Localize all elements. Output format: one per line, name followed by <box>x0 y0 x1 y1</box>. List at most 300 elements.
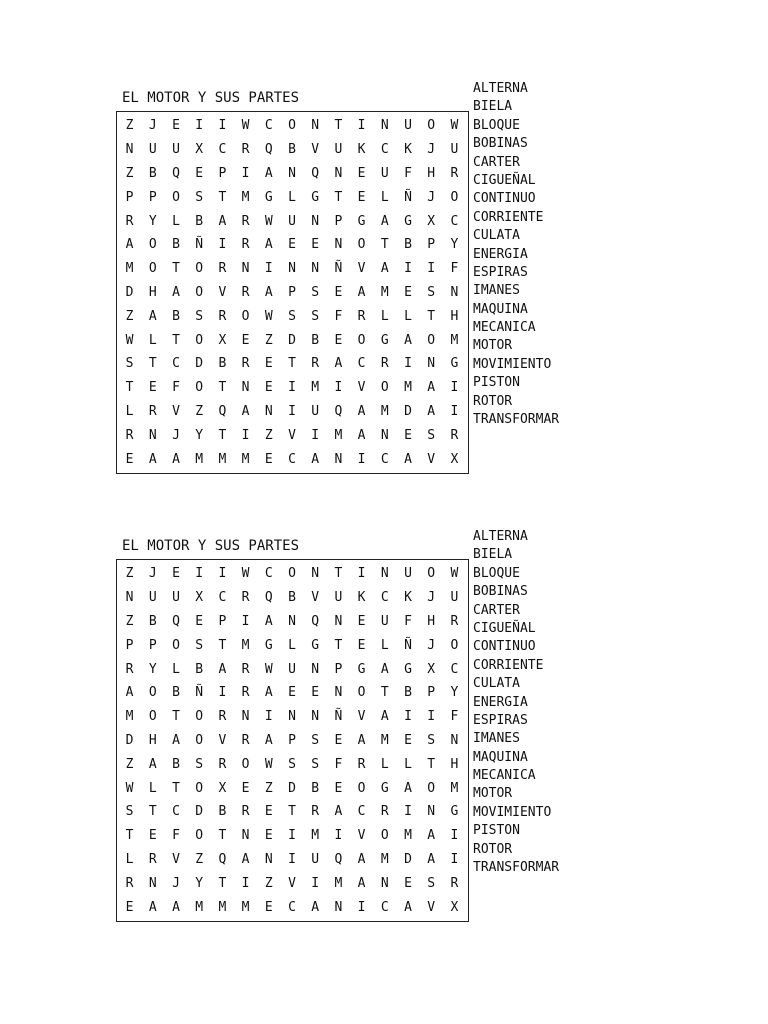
grid-cell: V <box>218 284 227 300</box>
grid-cell: L <box>404 756 412 772</box>
word-list-item: PISTON <box>473 823 520 839</box>
grid-cell: Q <box>334 851 343 867</box>
grid-cell: M <box>125 261 134 277</box>
grid-cell: A <box>404 451 412 467</box>
grid-cell: V <box>357 709 366 725</box>
grid-cell: G <box>264 189 273 205</box>
grid-cell: Z <box>125 613 134 629</box>
grid-cell: I <box>427 709 436 725</box>
word-list-item: CARTER <box>473 602 520 618</box>
grid-cell: I <box>288 380 296 396</box>
grid-cell: A <box>172 451 180 467</box>
grid-cell: N <box>288 709 296 725</box>
grid-cell: W <box>450 118 459 134</box>
grid-cell: I <box>218 566 227 582</box>
grid-cell: A <box>218 661 227 677</box>
grid-cell: M <box>311 828 320 844</box>
grid-cell: I <box>241 875 250 891</box>
grid-cell: L <box>172 213 180 229</box>
grid-cell: A <box>427 828 436 844</box>
grid-cell: A <box>357 875 366 891</box>
grid-cell: X <box>218 780 227 796</box>
grid-cell: E <box>334 284 343 300</box>
grid-cell: E <box>148 828 157 844</box>
grid-cell: W <box>125 332 134 348</box>
grid-cell: T <box>172 780 180 796</box>
grid-cell: G <box>357 661 366 677</box>
grid-cell: N <box>427 356 436 372</box>
word-list-item: MOTOR <box>473 338 513 354</box>
grid-cell: A <box>427 851 436 867</box>
grid-cell: U <box>288 661 296 677</box>
grid-cell: I <box>404 804 412 820</box>
grid-cell: Q <box>218 851 227 867</box>
grid-cell: H <box>427 613 436 629</box>
grid-cell: L <box>288 189 296 205</box>
grid-cell: N <box>334 451 343 467</box>
grid-cell: G <box>264 637 273 653</box>
grid-cell: M <box>334 427 343 443</box>
grid-cell: S <box>427 875 436 891</box>
grid-cell: C <box>288 899 296 915</box>
grid-cell: R <box>125 875 134 891</box>
grid-cell: M <box>125 709 134 725</box>
grid-cell: Q <box>334 403 343 419</box>
grid-cell: C <box>218 590 227 606</box>
grid-cell: O <box>380 828 389 844</box>
grid-cell: I <box>334 380 343 396</box>
grid-cell: S <box>311 308 320 324</box>
grid-cell: A <box>264 732 273 748</box>
grid-cell: N <box>241 709 250 725</box>
grid-cell: I <box>450 851 459 867</box>
grid-cell: A <box>264 165 273 181</box>
grid-cell: A <box>264 237 273 253</box>
grid-cell: T <box>218 637 227 653</box>
grid-cell: G <box>311 637 320 653</box>
grid-cell: W <box>241 118 250 134</box>
grid-cell: I <box>241 165 250 181</box>
grid-cell: Z <box>264 780 273 796</box>
grid-cell: R <box>380 356 389 372</box>
grid-cell: Y <box>148 213 157 229</box>
grid-cell: B <box>172 756 180 772</box>
grid-cell: I <box>288 851 296 867</box>
grid-cell: N <box>311 261 320 277</box>
grid-cell: W <box>264 213 273 229</box>
grid-cell: E <box>172 118 180 134</box>
grid-cell: P <box>148 637 157 653</box>
grid-cell: M <box>404 380 412 396</box>
grid-cell: M <box>404 828 412 844</box>
grid-cell: E <box>288 685 296 701</box>
grid-cell: N <box>427 804 436 820</box>
grid-cell: O <box>288 566 296 582</box>
grid-cell: R <box>241 685 250 701</box>
grid-cell: D <box>288 332 296 348</box>
grid-cell: R <box>450 165 459 181</box>
grid-cell: T <box>334 118 343 134</box>
grid-cell: P <box>334 661 343 677</box>
grid-cell: Q <box>311 165 320 181</box>
grid-cell: B <box>218 356 227 372</box>
grid-cell: M <box>311 380 320 396</box>
grid-cell: U <box>288 213 296 229</box>
grid-cell: Z <box>195 403 204 419</box>
word-list-item: ESPIRAS <box>473 712 528 728</box>
grid-cell: N <box>334 613 343 629</box>
grid-cell: V <box>288 875 296 891</box>
word-list-item: BOBINAS <box>473 584 528 600</box>
grid-cell: U <box>148 590 157 606</box>
word-list-item: CIGUEÑAL <box>473 172 536 188</box>
grid-cell: N <box>241 828 250 844</box>
grid-cell: E <box>334 732 343 748</box>
grid-cell: R <box>241 661 250 677</box>
grid-cell: N <box>125 142 134 158</box>
grid-cell: V <box>357 380 366 396</box>
grid-cell: B <box>172 237 180 253</box>
grid-cell: R <box>148 851 157 867</box>
grid-cell: J <box>148 118 157 134</box>
grid-cell: P <box>125 637 134 653</box>
grid-cell: I <box>450 380 459 396</box>
grid-cell: Q <box>264 590 273 606</box>
grid-cell: A <box>125 685 134 701</box>
grid-cell: V <box>218 732 227 748</box>
grid-cell: N <box>148 427 157 443</box>
grid-cell: I <box>357 118 366 134</box>
grid-cell: I <box>311 875 320 891</box>
grid-cell: A <box>125 237 134 253</box>
word-list-item: CONTINUO <box>473 191 536 207</box>
grid-cell: E <box>195 165 204 181</box>
grid-cell: C <box>380 451 389 467</box>
grid-cell: N <box>311 213 320 229</box>
grid-cell: O <box>195 709 204 725</box>
grid-cell: V <box>357 828 366 844</box>
grid-cell: I <box>288 403 296 419</box>
grid-cell: B <box>148 613 157 629</box>
word-list-item: BIELA <box>473 99 513 115</box>
grid-cell: Y <box>148 661 157 677</box>
grid-cell: F <box>404 165 412 181</box>
grid-cell: I <box>241 427 250 443</box>
grid-cell: B <box>218 804 227 820</box>
grid-cell: N <box>450 732 459 748</box>
grid-cell: O <box>357 332 366 348</box>
word-list-item: IMANES <box>473 731 520 747</box>
grid-cell: X <box>427 213 436 229</box>
grid-cell: R <box>125 213 134 229</box>
grid-cell: T <box>172 261 180 277</box>
grid-cell: F <box>404 613 412 629</box>
grid-cell: I <box>218 118 227 134</box>
grid-cell: G <box>380 780 389 796</box>
grid-cell: H <box>450 308 459 324</box>
puzzle-title: EL MOTOR Y SUS PARTES <box>122 538 300 554</box>
grid-cell: P <box>218 165 227 181</box>
grid-cell: M <box>218 451 227 467</box>
grid-cell: X <box>450 451 459 467</box>
grid-cell: A <box>357 732 366 748</box>
grid-cell: N <box>311 661 320 677</box>
grid-cell: L <box>380 637 389 653</box>
grid-cell: A <box>264 613 273 629</box>
grid-cell: E <box>357 189 366 205</box>
grid-cell: I <box>450 403 459 419</box>
grid-cell: K <box>357 590 366 606</box>
grid-cell: M <box>380 851 389 867</box>
word-search-puzzle-2 <box>116 529 576 937</box>
grid-cell: R <box>125 427 134 443</box>
grid-cell: J <box>427 637 436 653</box>
grid-cell: R <box>218 756 227 772</box>
letter-grid <box>116 111 469 474</box>
grid-cell: I <box>334 828 343 844</box>
grid-cell: E <box>334 780 343 796</box>
grid-cell: A <box>380 661 389 677</box>
grid-cell: Z <box>264 875 273 891</box>
grid-cell: C <box>357 804 366 820</box>
word-search-puzzle-1 <box>116 81 576 489</box>
grid-cell: I <box>311 427 320 443</box>
word-list-item: ENERGIA <box>473 694 528 710</box>
grid-cell: D <box>195 804 204 820</box>
grid-cell: B <box>195 213 204 229</box>
grid-cell: H <box>427 165 436 181</box>
grid-cell: G <box>380 332 389 348</box>
grid-cell: C <box>264 566 273 582</box>
word-list-item: MECANICA <box>473 320 536 336</box>
grid-cell: K <box>404 590 412 606</box>
grid-cell: A <box>264 685 273 701</box>
grid-cell: G <box>357 213 366 229</box>
grid-cell: Ñ <box>404 189 412 205</box>
grid-cell: B <box>195 661 204 677</box>
grid-cell: O <box>195 380 204 396</box>
grid-cell: E <box>357 637 366 653</box>
grid-cell: R <box>241 732 250 748</box>
grid-cell: U <box>172 590 180 606</box>
word-list-item: TRANSFORMAR <box>473 412 560 428</box>
grid-cell: J <box>427 189 436 205</box>
grid-cell: M <box>380 732 389 748</box>
grid-cell: I <box>241 613 250 629</box>
grid-cell: Y <box>450 685 459 701</box>
grid-cell: N <box>241 261 250 277</box>
grid-cell: Ñ <box>195 685 204 701</box>
grid-cell: O <box>427 780 436 796</box>
grid-cell: A <box>148 308 157 324</box>
grid-cell: T <box>218 427 227 443</box>
grid-cell: O <box>241 756 250 772</box>
grid-cell: G <box>450 804 459 820</box>
grid-cell: P <box>427 685 436 701</box>
grid-cell: Q <box>172 165 180 181</box>
grid-cell: N <box>288 165 296 181</box>
grid-cell: U <box>450 590 459 606</box>
grid-cell: R <box>357 308 366 324</box>
grid-cell: N <box>334 165 343 181</box>
grid-cell: E <box>264 828 273 844</box>
grid-cell: M <box>241 189 250 205</box>
grid-cell: W <box>125 780 134 796</box>
grid-cell: N <box>264 403 273 419</box>
grid-cell: C <box>288 451 296 467</box>
grid-cell: O <box>288 118 296 134</box>
grid-cell: R <box>125 661 134 677</box>
grid-cell: C <box>218 142 227 158</box>
grid-cell: W <box>241 566 250 582</box>
grid-cell: T <box>172 332 180 348</box>
grid-cell: T <box>218 875 227 891</box>
word-list-item: ALTERNA <box>473 81 528 96</box>
grid-cell: R <box>450 613 459 629</box>
grid-cell: V <box>357 261 366 277</box>
grid-cell: A <box>241 403 250 419</box>
grid-cell: S <box>288 756 296 772</box>
grid-cell: P <box>148 189 157 205</box>
grid-cell: T <box>334 637 343 653</box>
grid-cell: D <box>404 851 412 867</box>
grid-cell: D <box>125 732 134 748</box>
grid-cell: O <box>172 637 180 653</box>
word-list <box>473 528 559 877</box>
grid-cell: T <box>380 237 389 253</box>
grid-cell: P <box>427 237 436 253</box>
grid-cell: R <box>241 237 250 253</box>
word-list-item: IMANES <box>473 283 520 299</box>
grid-cell: S <box>288 308 296 324</box>
grid-cell: U <box>404 566 412 582</box>
grid-cell: X <box>427 661 436 677</box>
grid-cell: I <box>450 828 459 844</box>
grid-cell: E <box>357 613 366 629</box>
grid-cell: E <box>404 284 412 300</box>
grid-cell: R <box>450 427 459 443</box>
grid-cell: N <box>380 566 389 582</box>
grid-cell: M <box>218 899 227 915</box>
grid-cell: C <box>450 661 459 677</box>
grid-cell: O <box>427 332 436 348</box>
grid-cell: E <box>148 380 157 396</box>
word-list-item: ENERGIA <box>473 246 528 262</box>
grid-cell: O <box>195 261 204 277</box>
grid-cell: U <box>334 142 343 158</box>
grid-cell: W <box>450 566 459 582</box>
grid-cell: J <box>172 875 180 891</box>
grid-cell: C <box>172 804 180 820</box>
grid-cell: G <box>404 213 412 229</box>
grid-cell: S <box>195 756 204 772</box>
grid-cell: L <box>380 189 389 205</box>
grid-cell: N <box>288 261 296 277</box>
grid-cell: O <box>148 237 157 253</box>
grid-cell: C <box>380 899 389 915</box>
grid-cell: N <box>264 851 273 867</box>
grid-cell: A <box>311 451 320 467</box>
word-list-item: MAQUINA <box>473 301 528 317</box>
word-list-item: CORRIENTE <box>473 657 544 673</box>
grid-cell: M <box>195 451 204 467</box>
grid-cell: E <box>125 899 134 915</box>
grid-cell: X <box>450 899 459 915</box>
grid-cell: L <box>125 851 134 867</box>
grid-cell: U <box>148 142 157 158</box>
grid-cell: E <box>264 356 273 372</box>
grid-cell: U <box>334 590 343 606</box>
grid-cell: V <box>172 851 180 867</box>
grid-cell: V <box>311 142 320 158</box>
grid-cell: N <box>380 118 389 134</box>
grid-cell: A <box>172 284 180 300</box>
word-list-item: BOBINAS <box>473 136 528 152</box>
grid-cell: R <box>241 213 250 229</box>
grid-cell: O <box>380 380 389 396</box>
grid-cell: A <box>148 756 157 772</box>
grid-cell: L <box>404 308 412 324</box>
grid-cell: A <box>427 403 436 419</box>
grid-cell: Y <box>195 427 204 443</box>
grid-cell: C <box>380 590 389 606</box>
grid-cell: N <box>311 566 320 582</box>
grid-cell: O <box>148 261 157 277</box>
grid-cell: J <box>172 427 180 443</box>
grid-cell: Z <box>125 756 134 772</box>
grid-cell: T <box>334 189 343 205</box>
word-list-item: MAQUINA <box>473 749 528 765</box>
grid-cell: M <box>450 332 459 348</box>
word-list-item: CULATA <box>473 676 520 692</box>
word-list-item: CARTER <box>473 154 520 170</box>
grid-cell: O <box>357 685 366 701</box>
grid-cell: E <box>241 780 250 796</box>
grid-cell: I <box>195 118 204 134</box>
grid-cell: N <box>380 427 389 443</box>
grid-cell: P <box>125 189 134 205</box>
word-list-item: BLOQUE <box>473 565 520 581</box>
grid-cell: I <box>195 566 204 582</box>
grid-cell: T <box>125 828 134 844</box>
grid-cell: O <box>357 780 366 796</box>
grid-cell: Q <box>172 613 180 629</box>
grid-cell: A <box>404 332 412 348</box>
grid-cell: T <box>288 804 296 820</box>
grid-cell: I <box>264 261 273 277</box>
grid-cell: E <box>404 875 412 891</box>
grid-cell: G <box>450 356 459 372</box>
grid-cell: S <box>427 732 436 748</box>
grid-cell: Ñ <box>195 237 204 253</box>
grid-cell: B <box>311 332 320 348</box>
grid-cell: I <box>218 237 227 253</box>
puzzle-title: EL MOTOR Y SUS PARTES <box>122 90 300 106</box>
grid-cell: Z <box>125 566 134 582</box>
grid-cell: E <box>125 451 134 467</box>
grid-cell: R <box>241 284 250 300</box>
grid-cell: A <box>380 213 389 229</box>
grid-cell: O <box>195 828 204 844</box>
grid-cell: N <box>288 613 296 629</box>
word-list-item: ROTOR <box>473 841 513 857</box>
grid-cell: M <box>241 637 250 653</box>
letter-grid <box>116 559 469 922</box>
grid-cell: O <box>195 780 204 796</box>
grid-cell: O <box>148 709 157 725</box>
grid-cell: X <box>195 142 204 158</box>
grid-cell: I <box>404 709 412 725</box>
